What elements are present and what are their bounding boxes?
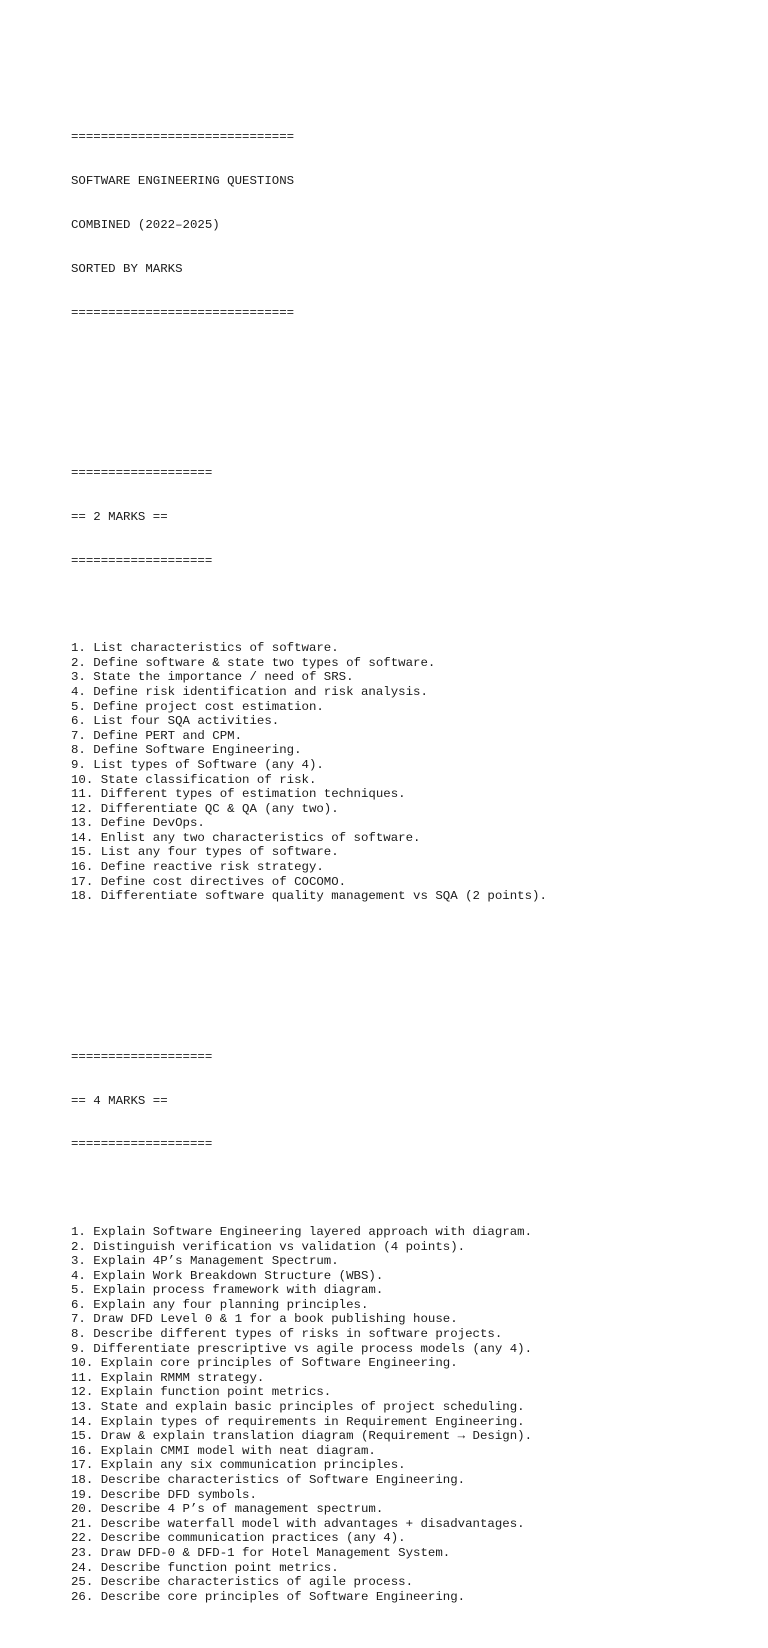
- question-item: 18. Describe characteristics of Software Engineering.: [71, 1473, 466, 1487]
- question-item: 20. Describe 4 P’s of management spectrum.: [71, 1502, 384, 1517]
- question-item: 10. Explain core principles of Software Engineering.: [71, 1356, 458, 1371]
- sort-note: SORTED BY MARKS: [71, 261, 183, 276]
- question-item: 4. Define risk identification and risk analysis.: [71, 684, 428, 699]
- section-rule-bottom: ===================: [71, 1137, 213, 1152]
- header-rule-bottom: ==============================: [71, 305, 295, 320]
- header-rule-top: ==============================: [71, 130, 295, 145]
- question-item: 3. State the importance / need of SRS.: [71, 670, 354, 685]
- document-subtitle: COMBINED (2022–2025): [71, 217, 220, 232]
- question-item: 16. Explain CMMI model with neat diagram.: [71, 1443, 376, 1458]
- question-item: 12. Explain function point metrics.: [71, 1385, 332, 1400]
- question-item: 4. Explain Work Breakdown Structure (WBS).: [71, 1268, 384, 1283]
- document-page: [71, 72, 751, 1648]
- question-item: 3. Explain 4P’s Management Spectrum.: [71, 1254, 339, 1269]
- question-item: 19. Describe DFD symbols.: [71, 1487, 257, 1502]
- question-item: 2. Distinguish verification vs validation (4 points).: [71, 1239, 466, 1254]
- question-item: 1. List characteristics of software.: [71, 641, 339, 656]
- question-item: 16. Define reactive risk strategy.: [71, 860, 324, 875]
- question-item: 23. Draw DFD-0 & DFD-1 for Hotel Management System.: [71, 1545, 451, 1560]
- question-item: 22. Describe communication practices (any 4).: [71, 1531, 406, 1546]
- section-heading: == 2 MARKS ==: [71, 509, 168, 524]
- question-item: 15. Draw & explain translation diagram (Requirement → Design).: [71, 1429, 533, 1444]
- blank-line: [71, 1181, 751, 1196]
- question-item: 18. Differentiate software quality management vs SQA (2 points).: [71, 889, 547, 904]
- question-item: 14. Enlist any two characteristics of software.: [71, 830, 421, 845]
- question-item: 13. Define DevOps.: [71, 816, 205, 831]
- question-item: 6. List four SQA activities.: [71, 714, 280, 729]
- question-item: 1. Explain Software Engineering layered approach with diagram.: [71, 1224, 533, 1239]
- question-item: 24. Describe function point metrics.: [71, 1560, 339, 1575]
- question-item: 12. Differentiate QC & QA (any two).: [71, 801, 339, 816]
- section-heading: == 4 MARKS ==: [71, 1093, 168, 1108]
- blank-line: [71, 597, 751, 612]
- question-item: 6. Explain any four planning principles.: [71, 1297, 369, 1312]
- question-item: 9. List types of Software (any 4).: [71, 757, 324, 772]
- question-item: 5. Define project cost estimation.: [71, 699, 324, 714]
- question-list: [71, 1225, 751, 1604]
- question-item: 10. State classification of risk.: [71, 772, 317, 787]
- question-item: 14. Explain types of requirements in Requirement Engineering.: [71, 1414, 525, 1429]
- document-header: [71, 101, 751, 349]
- question-item: 8. Describe different types of risks in software projects.: [71, 1327, 503, 1342]
- question-list: [71, 641, 751, 904]
- question-item: 21. Describe waterfall model with advantages + disadvantages.: [71, 1516, 525, 1531]
- section-2-marks: [71, 437, 751, 933]
- question-item: 11. Different types of estimation techniques.: [71, 787, 406, 802]
- question-item: 26. Describe core principles of Software Engineering.: [71, 1589, 466, 1604]
- question-item: 7. Draw DFD Level 0 & 1 for a book publishing house.: [71, 1312, 458, 1327]
- question-item: 5. Explain process framework with diagram.: [71, 1283, 384, 1298]
- document-title: SOFTWARE ENGINEERING QUESTIONS: [71, 174, 295, 189]
- question-item: 9. Differentiate prescriptive vs agile process models (any 4).: [71, 1341, 533, 1356]
- question-item: 17. Explain any six communication principles.: [71, 1458, 406, 1473]
- question-item: 2. Define software & state two types of software.: [71, 655, 436, 670]
- section-4-marks: [71, 1021, 751, 1634]
- question-item: 7. Define PERT and CPM.: [71, 728, 243, 743]
- question-item: 11. Explain RMMM strategy.: [71, 1370, 265, 1385]
- question-item: 25. Describe characteristics of agile process.: [71, 1575, 414, 1590]
- section-rule-top: ===================: [71, 1049, 213, 1064]
- question-item: 17. Define cost directives of COCOMO.: [71, 874, 347, 889]
- question-item: 13. State and explain basic principles of project scheduling.: [71, 1400, 525, 1415]
- section-rule-top: ===================: [71, 466, 213, 481]
- blank-line: [71, 378, 751, 393]
- question-item: 15. List any four types of software.: [71, 845, 339, 860]
- question-item: 8. Define Software Engineering.: [71, 743, 302, 758]
- blank-line: [71, 962, 751, 977]
- section-rule-bottom: ===================: [71, 553, 213, 568]
